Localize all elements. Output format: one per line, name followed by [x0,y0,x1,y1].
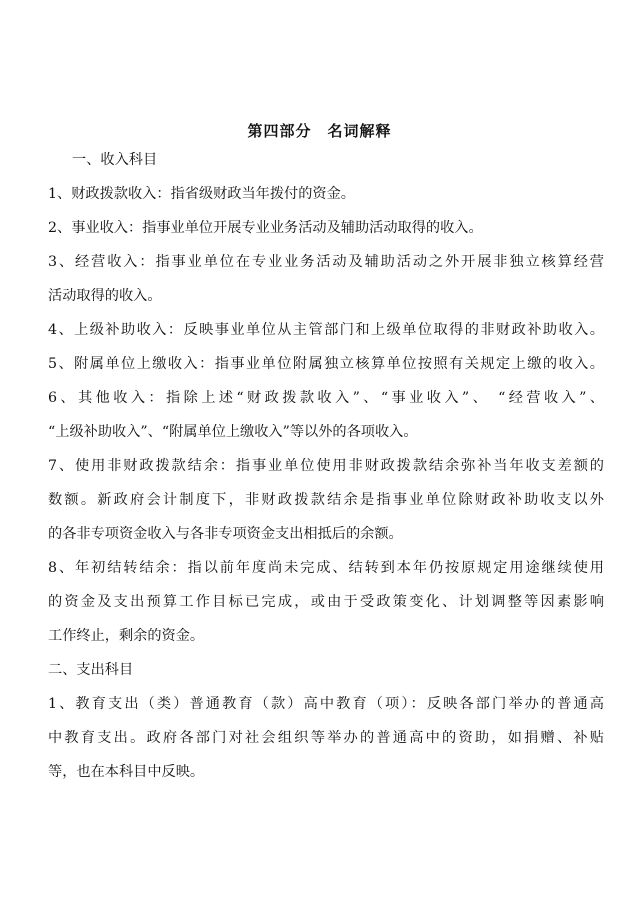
paragraph-line: 4、上级补助收入：反映事业单位从主管部门和上级单位取得的非财政补助收入。 [48,322,604,338]
paragraph-line: “上级补助收入”、“附属单位上缴收入”等以外的各项收入。 [48,424,418,440]
paragraph-line: 的资金及支出预算工作目标已完成，或由于受政策变化、计划调整等因素影响 [48,594,604,610]
section-heading-income: 一、收入科目 [72,152,158,168]
paragraph-line: 2、事业收入：指事业单位开展专业业务活动及辅助活动取得的收入。 [48,220,483,236]
paragraph-line: 1、财政拨款收入：指省级财政当年拨付的资金。 [48,186,355,202]
paragraph-line: 活动取得的收入。 [48,288,162,304]
paragraph-line: 中教育支出。政府各部门对社会组织等举办的普通高中的资助，如捐赠、补贴 [48,730,604,746]
paragraph-line: 5、附属单位上缴收入：指事业单位附属独立核算单位按照有关规定上缴的收入。 [48,356,604,372]
paragraph-line: 的各非专项资金收入与各非专项资金支出相抵后的余额。 [48,526,403,542]
paragraph-line: 等，也在本科目中反映。 [48,764,205,780]
section-heading-expenditure: 二、支出科目 [48,662,134,678]
paragraph-line: 8、年初结转结余：指以前年度尚未完成、结转到本年仍按原规定用途继续使用 [48,560,604,576]
paragraph-line: 6、其他收入：指除上述“财政拨款收入”、“事业收入”、 “经营收入”、 [48,390,604,406]
paragraph-line: 3、经营收入：指事业单位在专业业务活动及辅助活动之外开展非独立核算经营 [48,254,604,270]
paragraph-line: 1、教育支出（类）普通教育（款）高中教育（项）：反映各部门举办的普通高 [48,696,604,712]
page-title: 第四部分 名词解释 [247,122,392,140]
paragraph-line: 7、使用非财政拨款结余：指事业单位使用非财政拨款结余弥补当年收支差额的 [48,458,604,474]
paragraph-line: 数额。新政府会计制度下，非财政拨款结余是指事业单位除财政补助收支以外 [48,492,604,508]
paragraph-line: 工作终止，剩余的资金。 [48,628,205,644]
